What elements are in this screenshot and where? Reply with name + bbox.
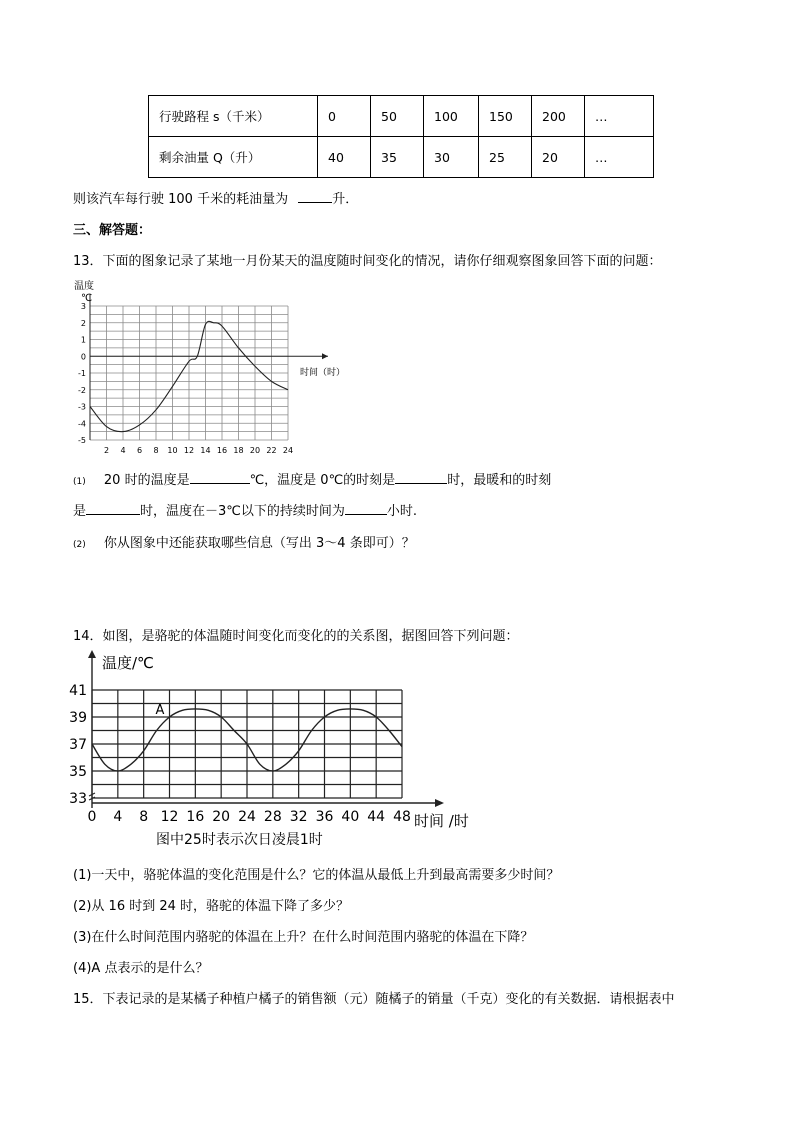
chart-grid bbox=[88, 650, 444, 808]
section-title: 三、解答题： bbox=[73, 223, 152, 238]
answer-blank[interactable] bbox=[190, 482, 250, 484]
table-cell: 35 bbox=[371, 137, 424, 178]
q13-sub1-line1 bbox=[73, 469, 551, 488]
x-tick-label: 32 bbox=[289, 809, 308, 825]
q13-sub1-text: 时，最暖和的时刻 bbox=[447, 473, 552, 488]
q13-sub1-text: 是 bbox=[73, 504, 87, 519]
chart-ticks bbox=[69, 683, 411, 825]
y-axis-label: 温度 bbox=[74, 281, 94, 292]
sub-question-number: (2) bbox=[73, 540, 86, 550]
x-tick-label: 18 bbox=[233, 446, 244, 455]
x-tick-label: 8 bbox=[139, 809, 149, 825]
q13-sub1-text: 时，温度在－3℃以下的持续时间为 bbox=[140, 504, 345, 519]
sub-question-number: (1) bbox=[73, 477, 86, 487]
chart-grid bbox=[90, 294, 328, 440]
x-tick-label: 22 bbox=[266, 446, 277, 455]
q14-question-2: (2)从 16 时到 24 时，骆驼的体温下降了多少？ bbox=[73, 899, 350, 914]
y-axis-unit: ℃ bbox=[81, 293, 93, 304]
y-tick-label: -1 bbox=[78, 369, 86, 378]
x-tick-label: 28 bbox=[263, 809, 282, 825]
x-tick-label: 44 bbox=[367, 809, 386, 825]
x-tick-label: 40 bbox=[341, 809, 360, 825]
y-tick-label: -4 bbox=[78, 419, 86, 429]
x-tick-label: 24 bbox=[238, 809, 256, 825]
table-row bbox=[149, 96, 654, 137]
table-cell: 200 bbox=[532, 96, 585, 137]
table-cell: 0 bbox=[318, 96, 371, 137]
x-tick-label: 4 bbox=[113, 809, 123, 825]
x-tick-label: 48 bbox=[393, 809, 411, 825]
x-tick-label: 16 bbox=[216, 446, 228, 455]
y-tick-label: 0 bbox=[80, 352, 86, 362]
table-cell: 150 bbox=[479, 96, 532, 137]
answer-blank[interactable] bbox=[395, 482, 447, 484]
table-cell: 25 bbox=[479, 137, 532, 178]
x-axis-label: 时间 /时 bbox=[414, 812, 469, 830]
y-tick-label: -5 bbox=[78, 436, 86, 445]
q13-sub1-text: 小时. bbox=[386, 504, 418, 519]
table-row bbox=[149, 137, 654, 178]
x-tick-label: 10 bbox=[167, 446, 178, 455]
q13-sub1-line2 bbox=[73, 500, 417, 519]
q12-tail bbox=[73, 188, 358, 207]
table-cell: 40 bbox=[318, 137, 371, 178]
table-row-header: 剩余油量 Q（升） bbox=[149, 137, 318, 178]
q15-stem: 15．下表记录的是某橘子种植户橘子的销售额（元）随橘子的销量（千克）变化的有关数据．请根据表中 bbox=[73, 992, 675, 1007]
q13-sub1-text: ℃，温度是 0℃的时刻是 bbox=[249, 473, 396, 488]
y-tick-label: -2 bbox=[78, 385, 86, 395]
y-tick-label: 35 bbox=[69, 764, 87, 780]
table-row-header: 行驶路程 s（千米） bbox=[149, 96, 318, 137]
x-tick-label: 0 bbox=[87, 809, 97, 825]
x-tick-label: 6 bbox=[136, 446, 143, 455]
y-axis-arrow bbox=[88, 650, 96, 658]
table-cell: … bbox=[585, 96, 654, 137]
y-tick-label: 2 bbox=[80, 318, 86, 328]
q13-sub2-text: 你从图象中还能获取哪些信息（写出 3～4 条即可）？ bbox=[103, 536, 415, 551]
y-axis-label: 温度/℃ bbox=[102, 654, 154, 672]
temperature-chart bbox=[60, 272, 360, 464]
x-tick-label: 14 bbox=[200, 446, 211, 455]
x-tick-label: 36 bbox=[315, 809, 334, 825]
x-tick-label: 2 bbox=[103, 446, 110, 455]
answer-blank[interactable] bbox=[298, 201, 332, 203]
x-tick-label: 20 bbox=[249, 446, 261, 455]
x-axis-arrow bbox=[435, 799, 444, 807]
y-tick-label: -3 bbox=[78, 402, 86, 412]
table-cell: … bbox=[585, 137, 654, 178]
fuel-table bbox=[148, 95, 654, 178]
table-cell: 50 bbox=[371, 96, 424, 137]
q13-sub1-text: 20 时的温度是 bbox=[103, 473, 190, 488]
q12-text-before: 则该汽车每行驶 100 千米的耗油量为 bbox=[73, 192, 289, 207]
table-cell: 30 bbox=[424, 137, 479, 178]
x-axis-arrow bbox=[322, 353, 328, 359]
q12-text-after: 升． bbox=[332, 192, 359, 207]
y-tick-label: 3 bbox=[80, 302, 86, 311]
x-tick-label: 12 bbox=[183, 446, 195, 455]
x-tick-label: 8 bbox=[153, 446, 159, 455]
x-tick-label: 24 bbox=[282, 446, 294, 455]
answer-blank[interactable] bbox=[86, 513, 140, 515]
table-cell: 20 bbox=[532, 137, 585, 178]
camel-temperature-chart bbox=[60, 646, 490, 852]
x-tick-label: 4 bbox=[120, 446, 126, 455]
x-tick-label: 20 bbox=[212, 809, 231, 825]
y-tick-label: 39 bbox=[69, 710, 87, 726]
x-axis-label: 时间（时） bbox=[300, 368, 346, 378]
y-tick-label: 33 bbox=[69, 791, 87, 807]
x-tick-label: 16 bbox=[186, 809, 205, 825]
x-tick-label: 12 bbox=[160, 809, 179, 825]
answer-blank[interactable] bbox=[345, 513, 387, 515]
point-a-label: A bbox=[155, 703, 165, 718]
table-cell: 100 bbox=[424, 96, 479, 137]
q13-sub2 bbox=[73, 532, 415, 551]
chart-caption: 图中25时表示次日凌晨1时 bbox=[156, 832, 323, 848]
q14-stem: 14．如图，是骆驼的体温随时间变化而变化的的关系图，据图回答下列问题： bbox=[73, 629, 519, 644]
q13-stem: 13．下面的图象记录了某地一月份某天的温度随时间变化的情况，请你仔细观察图象回答下面的问题： bbox=[73, 254, 662, 269]
y-tick-label: 37 bbox=[69, 737, 87, 753]
q14-question-4: (4)A 点表示的是什么？ bbox=[73, 961, 209, 976]
y-tick-label: 41 bbox=[69, 683, 87, 699]
q14-question-1: (1)一天中，骆驼体温的变化范围是什么？它的体温从最低上升到最高需要多少时间？ bbox=[73, 868, 560, 883]
y-tick-label: 1 bbox=[80, 335, 86, 345]
q14-question-3: (3)在什么时间范围内骆驼的体温在上升？在什么时间范围内骆驼的体温在下降？ bbox=[73, 930, 534, 945]
chart-ticks bbox=[78, 302, 293, 455]
